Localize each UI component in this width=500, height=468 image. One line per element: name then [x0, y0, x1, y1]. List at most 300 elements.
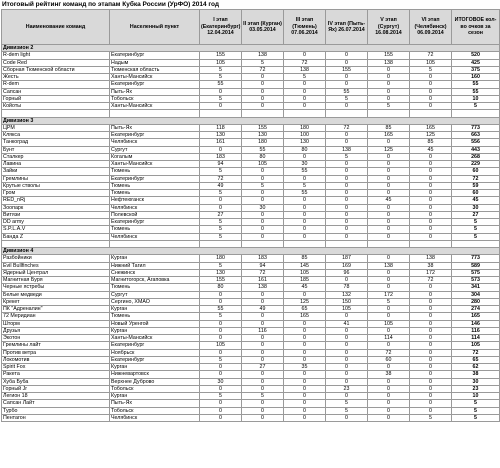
stage-1-cell: 0 — [200, 146, 242, 153]
stage-2-cell: 180 — [242, 139, 284, 146]
empty-cell — [110, 240, 200, 247]
stage-2-cell: 0 — [242, 298, 284, 305]
empty-cell — [368, 110, 410, 117]
total-cell: 146 — [452, 320, 500, 327]
stage-6-cell: 0 — [410, 342, 452, 349]
stage-6-cell: 5 — [410, 414, 452, 421]
stage-6-cell: 0 — [410, 175, 452, 182]
stage-2-cell: 0 — [242, 211, 284, 218]
team-name-cell: S.P.L.A.V — [2, 226, 110, 233]
stage-2-cell: 0 — [242, 335, 284, 342]
stage-2-cell: 5 — [242, 59, 284, 66]
stage-2-cell: 183 — [242, 255, 284, 262]
rating-table — [1, 9, 500, 422]
stage-3-cell: 165 — [284, 313, 326, 320]
total-cell: 229 — [452, 161, 500, 168]
stage-5-cell: 0 — [368, 74, 410, 81]
stage-5-cell: 0 — [368, 284, 410, 291]
stage-3-cell: 0 — [284, 211, 326, 218]
stage-1-cell: 118 — [200, 124, 242, 131]
stage-4-cell: 0 — [326, 190, 368, 197]
stage-3-cell: 0 — [284, 175, 326, 182]
stage-1-cell: 55 — [200, 306, 242, 313]
stage-2-cell: 0 — [242, 197, 284, 204]
table-row — [2, 320, 500, 327]
table-row — [2, 81, 500, 88]
stage-2-cell: 30 — [242, 204, 284, 211]
city-cell: Курган — [110, 255, 200, 262]
city-cell: Екатеринбург — [110, 342, 200, 349]
stage-6-cell: 138 — [410, 255, 452, 262]
city-cell: Магнитогорск, Агаповка — [110, 277, 200, 284]
stage-5-cell: 45 — [368, 197, 410, 204]
team-name-cell: R-dem light — [2, 52, 110, 59]
stage-3-cell: 180 — [284, 124, 326, 131]
table-row — [2, 364, 500, 371]
empty-cell — [2, 240, 110, 247]
stage-6-cell: 0 — [410, 313, 452, 320]
stage-2-cell: 0 — [242, 407, 284, 414]
stage-6-cell: 0 — [410, 197, 452, 204]
table-row — [2, 349, 500, 356]
city-cell: Тобольск — [110, 407, 200, 414]
table-row — [2, 139, 500, 146]
stage-3-cell: 0 — [284, 400, 326, 407]
table-row — [2, 284, 500, 291]
stage-3-cell: 5 — [284, 74, 326, 81]
city-cell: Нефтеюганск — [110, 197, 200, 204]
stage-6-cell: 0 — [410, 161, 452, 168]
stage-2-cell: 0 — [242, 233, 284, 240]
stage-3-cell: 85 — [284, 255, 326, 262]
city-cell: Ноябрьск — [110, 349, 200, 356]
stage-2-cell: 94 — [242, 262, 284, 269]
total-cell: 55 — [452, 88, 500, 95]
team-name-cell: Гремлины — [2, 175, 110, 182]
total-cell: 425 — [452, 59, 500, 66]
stage-1-cell: 0 — [200, 291, 242, 298]
empty-cell — [2, 110, 110, 117]
stage-3-cell: 35 — [284, 364, 326, 371]
city-cell: Ханты-Мансийск — [110, 335, 200, 342]
city-cell: Полевской — [110, 211, 200, 218]
stage-2-cell: 72 — [242, 269, 284, 276]
team-name-cell: ПК "Адреналин" — [2, 306, 110, 313]
stage-3-cell: 72 — [284, 59, 326, 66]
table-row — [2, 226, 500, 233]
stage-5-cell: 172 — [368, 291, 410, 298]
city-cell: Курган — [110, 364, 200, 371]
team-name-cell: Сборная Тюменской области — [2, 66, 110, 73]
table-row — [2, 103, 500, 110]
stage-4-cell: 0 — [326, 378, 368, 385]
table-row — [2, 400, 500, 407]
city-cell: Тюмень — [110, 182, 200, 189]
city-cell: Надым — [110, 59, 200, 66]
table-row — [2, 269, 500, 276]
total-cell: 304 — [452, 291, 500, 298]
table-row — [2, 335, 500, 342]
stage-5-cell: 5 — [368, 298, 410, 305]
stage-3-cell: 130 — [284, 139, 326, 146]
total-cell: 268 — [452, 153, 500, 160]
stage-5-cell: 0 — [368, 269, 410, 276]
stage-1-cell: 30 — [200, 378, 242, 385]
stage-4-cell: 0 — [326, 52, 368, 59]
total-cell: 520 — [452, 52, 500, 59]
stage-6-cell: 0 — [410, 284, 452, 291]
stage-2-cell: 0 — [242, 378, 284, 385]
stage-2-cell: 0 — [242, 400, 284, 407]
table-row — [2, 66, 500, 73]
total-cell: 443 — [452, 146, 500, 153]
table-row — [2, 414, 500, 421]
total-cell: 27 — [452, 211, 500, 218]
city-cell: Екатеринбург — [110, 356, 200, 363]
stage-3-cell: 0 — [284, 378, 326, 385]
stage-4-cell: 5 — [326, 153, 368, 160]
stage-6-cell: 0 — [410, 356, 452, 363]
total-cell: 59 — [452, 182, 500, 189]
stage-2-cell: 0 — [242, 291, 284, 298]
stage-5-cell: 0 — [368, 393, 410, 400]
stage-5-cell: 0 — [368, 364, 410, 371]
stage-3-cell: 0 — [284, 327, 326, 334]
stage-3-cell: 55 — [284, 190, 326, 197]
division-header-row — [2, 248, 500, 255]
table-row — [2, 356, 500, 363]
stage-5-cell: 105 — [368, 320, 410, 327]
stage-2-cell: 0 — [242, 385, 284, 392]
stage-1-cell: 5 — [200, 219, 242, 226]
page-title: Итоговый рейтинг команд по этапам Кубка России (УрФО) 2014 год — [2, 1, 220, 8]
table-row — [2, 211, 500, 218]
stage-6-cell: 0 — [410, 320, 452, 327]
city-cell: Новый Уренгой — [110, 320, 200, 327]
stage-2-cell: 0 — [242, 74, 284, 81]
stage-1-cell: 155 — [200, 52, 242, 59]
table-row — [2, 255, 500, 262]
stage-1-cell: 105 — [200, 342, 242, 349]
stage-3-cell: 0 — [284, 197, 326, 204]
stage-2-cell: 0 — [242, 81, 284, 88]
stage-4-cell: 0 — [326, 414, 368, 421]
stage-5-cell: 0 — [368, 161, 410, 168]
stage-4-cell: 0 — [326, 226, 368, 233]
stage-2-cell: 105 — [242, 161, 284, 168]
stage-5-cell: 0 — [368, 81, 410, 88]
city-cell: Тобольск — [110, 385, 200, 392]
stage-3-cell: 55 — [284, 168, 326, 175]
stage-5-cell: 0 — [368, 182, 410, 189]
team-name-cell: 72 Меридиан — [2, 313, 110, 320]
stage-6-cell: 0 — [410, 378, 452, 385]
stage-5-cell: 0 — [368, 204, 410, 211]
empty-cell — [110, 110, 200, 117]
team-name-cell: Сапсан Лайт — [2, 400, 110, 407]
stage-1-cell: 27 — [200, 211, 242, 218]
stage-2-cell: 155 — [242, 124, 284, 131]
stage-3-cell: 80 — [284, 146, 326, 153]
stage-5-cell: 0 — [368, 190, 410, 197]
stage-6-cell: 0 — [410, 349, 452, 356]
table-row — [2, 74, 500, 81]
table-row — [2, 298, 500, 305]
stage-3-cell: 0 — [284, 103, 326, 110]
table-row — [2, 168, 500, 175]
city-cell: Тюмень — [110, 313, 200, 320]
table-row — [2, 190, 500, 197]
total-cell: 773 — [452, 255, 500, 262]
team-name-cell: DD army — [2, 219, 110, 226]
stage-3-cell: 0 — [284, 320, 326, 327]
stage-1-cell: 155 — [200, 277, 242, 284]
team-name-cell: Гром — [2, 190, 110, 197]
stage-6-cell: 0 — [410, 385, 452, 392]
stage-6-cell: 72 — [410, 52, 452, 59]
city-cell: Екатеринбург — [110, 175, 200, 182]
table-row — [2, 233, 500, 240]
stage-6-cell: 165 — [410, 124, 452, 131]
stage-3-cell: 125 — [284, 298, 326, 305]
stage-1-cell: 5 — [200, 168, 242, 175]
stage-4-cell: 0 — [326, 356, 368, 363]
division-header-row — [2, 45, 500, 52]
stage-2-cell: 0 — [242, 168, 284, 175]
team-name-cell: Зайки — [2, 168, 110, 175]
stage-1-cell: 0 — [200, 349, 242, 356]
header-stage-3: III этап (Тюмень) 07.06.2014 — [284, 10, 326, 45]
stage-2-cell: 0 — [242, 414, 284, 421]
stage-4-cell: 0 — [326, 168, 368, 175]
stage-4-cell: 0 — [326, 233, 368, 240]
table-row — [2, 219, 500, 226]
stage-2-cell: 0 — [242, 320, 284, 327]
stage-4-cell: 0 — [326, 342, 368, 349]
table-row — [2, 262, 500, 269]
stage-1-cell: 5 — [200, 233, 242, 240]
header-row — [2, 10, 500, 45]
stage-6-cell: 0 — [410, 400, 452, 407]
header-team: Наименование команд — [2, 10, 110, 45]
stage-1-cell: 0 — [200, 385, 242, 392]
stage-3-cell: 0 — [284, 219, 326, 226]
stage-5-cell: 0 — [368, 153, 410, 160]
stage-1-cell: 0 — [200, 204, 242, 211]
stage-6-cell: 0 — [410, 407, 452, 414]
stage-5-cell: 155 — [368, 52, 410, 59]
city-cell: Снежинск — [110, 269, 200, 276]
stage-5-cell: 0 — [368, 385, 410, 392]
stage-4-cell: 105 — [326, 306, 368, 313]
table-row — [2, 52, 500, 59]
header-stage-1: I этап (Екатеринбург) 12.04.2014 — [200, 10, 242, 45]
total-cell: 165 — [452, 313, 500, 320]
city-cell: Нижний Тагил — [110, 262, 200, 269]
team-name-cell: Белые медведи — [2, 291, 110, 298]
city-cell: Екатеринбург — [110, 219, 200, 226]
stage-6-cell: 0 — [410, 291, 452, 298]
stage-5-cell: 114 — [368, 335, 410, 342]
total-cell: 23 — [452, 385, 500, 392]
city-cell: Пыть-Ях — [110, 124, 200, 131]
table-row — [2, 327, 500, 334]
stage-2-cell: 0 — [242, 103, 284, 110]
stage-6-cell: 0 — [410, 204, 452, 211]
stage-2-cell: 0 — [242, 95, 284, 102]
stage-4-cell: 0 — [326, 132, 368, 139]
stage-5-cell: 85 — [368, 124, 410, 131]
stage-3-cell: 0 — [284, 81, 326, 88]
stage-6-cell: 0 — [410, 211, 452, 218]
total-cell: 589 — [452, 262, 500, 269]
total-cell: 10 — [452, 393, 500, 400]
stage-6-cell: 5 — [410, 66, 452, 73]
stage-4-cell: 0 — [326, 175, 368, 182]
team-name-cell: Крутые стволы — [2, 182, 110, 189]
city-cell: Тюмень — [110, 226, 200, 233]
stage-2-cell: 0 — [242, 190, 284, 197]
stage-1-cell: 80 — [200, 284, 242, 291]
team-name-cell: Code Red — [2, 59, 110, 66]
stage-2-cell: 0 — [242, 342, 284, 349]
stage-1-cell: 0 — [200, 407, 242, 414]
stage-1-cell: 5 — [200, 313, 242, 320]
stage-6-cell: 0 — [410, 327, 452, 334]
stage-4-cell: 0 — [326, 197, 368, 204]
stage-1-cell: 55 — [200, 81, 242, 88]
empty-cell — [410, 240, 452, 247]
stage-3-cell: 0 — [284, 291, 326, 298]
stage-2-cell: 161 — [242, 277, 284, 284]
division-name: Дивизион 4 — [2, 248, 500, 255]
stage-4-cell: 155 — [326, 66, 368, 73]
stage-3-cell: 0 — [284, 356, 326, 363]
stage-4-cell: 187 — [326, 255, 368, 262]
stage-5-cell: 138 — [368, 59, 410, 66]
stage-4-cell: 138 — [326, 146, 368, 153]
stage-5-cell: 72 — [368, 349, 410, 356]
total-cell: 72 — [452, 349, 500, 356]
stage-5-cell: 0 — [368, 414, 410, 421]
total-cell: 556 — [452, 139, 500, 146]
stage-6-cell: 0 — [410, 219, 452, 226]
stage-1-cell: 5 — [200, 226, 242, 233]
table-row — [2, 385, 500, 392]
table-row — [2, 88, 500, 95]
stage-1-cell: 5 — [200, 262, 242, 269]
total-cell: 30 — [452, 204, 500, 211]
city-cell: Екатеринбург — [110, 132, 200, 139]
empty-cell — [242, 110, 284, 117]
stage-5-cell: 0 — [368, 175, 410, 182]
stage-3-cell: 0 — [284, 204, 326, 211]
stage-1-cell: 0 — [200, 103, 242, 110]
total-cell: 62 — [452, 364, 500, 371]
city-cell: Екатеринбург — [110, 52, 200, 59]
total-cell: 5 — [452, 219, 500, 226]
stage-4-cell: 5 — [326, 400, 368, 407]
stage-5-cell: 0 — [368, 88, 410, 95]
stage-1-cell: 161 — [200, 139, 242, 146]
stage-5-cell: 125 — [368, 146, 410, 153]
division-header-row — [2, 117, 500, 124]
stage-6-cell: 0 — [410, 306, 452, 313]
stage-6-cell: 38 — [410, 262, 452, 269]
team-name-cell: Витязи — [2, 211, 110, 218]
stage-3-cell: 0 — [284, 88, 326, 95]
total-cell: 114 — [452, 335, 500, 342]
empty-cell — [326, 240, 368, 247]
stage-4-cell: 5 — [326, 95, 368, 102]
table-row — [2, 342, 500, 349]
city-cell: Курган — [110, 393, 200, 400]
table-row — [2, 182, 500, 189]
city-cell: Курган — [110, 306, 200, 313]
total-cell: 38 — [452, 371, 500, 378]
stage-3-cell: 145 — [284, 262, 326, 269]
team-name-cell: Сапсан — [2, 88, 110, 95]
table-row — [2, 124, 500, 131]
stage-1-cell: 72 — [200, 175, 242, 182]
city-cell: Екатеринбург — [110, 81, 200, 88]
stage-6-cell: 0 — [410, 81, 452, 88]
stage-4-cell: 96 — [326, 269, 368, 276]
stage-5-cell: 38 — [368, 371, 410, 378]
header-stage-4: IV этап (Пыть-Ях) 26.07.2014 — [326, 10, 368, 45]
total-cell: 341 — [452, 284, 500, 291]
table-row — [2, 146, 500, 153]
team-name-cell: Крекет — [2, 298, 110, 305]
stage-6-cell: 105 — [410, 59, 452, 66]
stage-4-cell: 0 — [326, 277, 368, 284]
stage-4-cell: 0 — [326, 371, 368, 378]
stage-6-cell: 0 — [410, 190, 452, 197]
total-cell: 105 — [452, 342, 500, 349]
stage-6-cell: 0 — [410, 335, 452, 342]
stage-6-cell: 125 — [410, 132, 452, 139]
stage-6-cell: 0 — [410, 95, 452, 102]
stage-5-cell: 0 — [368, 400, 410, 407]
stage-3-cell: 0 — [284, 95, 326, 102]
table-row — [2, 393, 500, 400]
stage-3-cell: 0 — [284, 153, 326, 160]
stage-5-cell: 165 — [368, 132, 410, 139]
stage-4-cell: 0 — [326, 313, 368, 320]
total-cell: 5 — [452, 226, 500, 233]
stage-1-cell: 130 — [200, 132, 242, 139]
stage-1-cell: 0 — [200, 414, 242, 421]
total-cell: 5 — [452, 400, 500, 407]
table-row — [2, 175, 500, 182]
empty-cell — [452, 240, 500, 247]
team-name-cell: Танкоград — [2, 139, 110, 146]
city-cell: Челябинск — [110, 204, 200, 211]
stage-1-cell: 0 — [200, 327, 242, 334]
stage-3-cell: 30 — [284, 161, 326, 168]
team-name-cell: ЦРМ — [2, 124, 110, 131]
total-cell: 30 — [452, 378, 500, 385]
table-row — [2, 204, 500, 211]
team-name-cell: Локомотив — [2, 356, 110, 363]
stage-3-cell: 0 — [284, 335, 326, 342]
table-row — [2, 291, 500, 298]
stage-3-cell: 0 — [284, 414, 326, 421]
stage-6-cell: 0 — [410, 298, 452, 305]
stage-6-cell: 0 — [410, 103, 452, 110]
stage-1-cell: 5 — [200, 356, 242, 363]
stage-6-cell: 45 — [410, 146, 452, 153]
